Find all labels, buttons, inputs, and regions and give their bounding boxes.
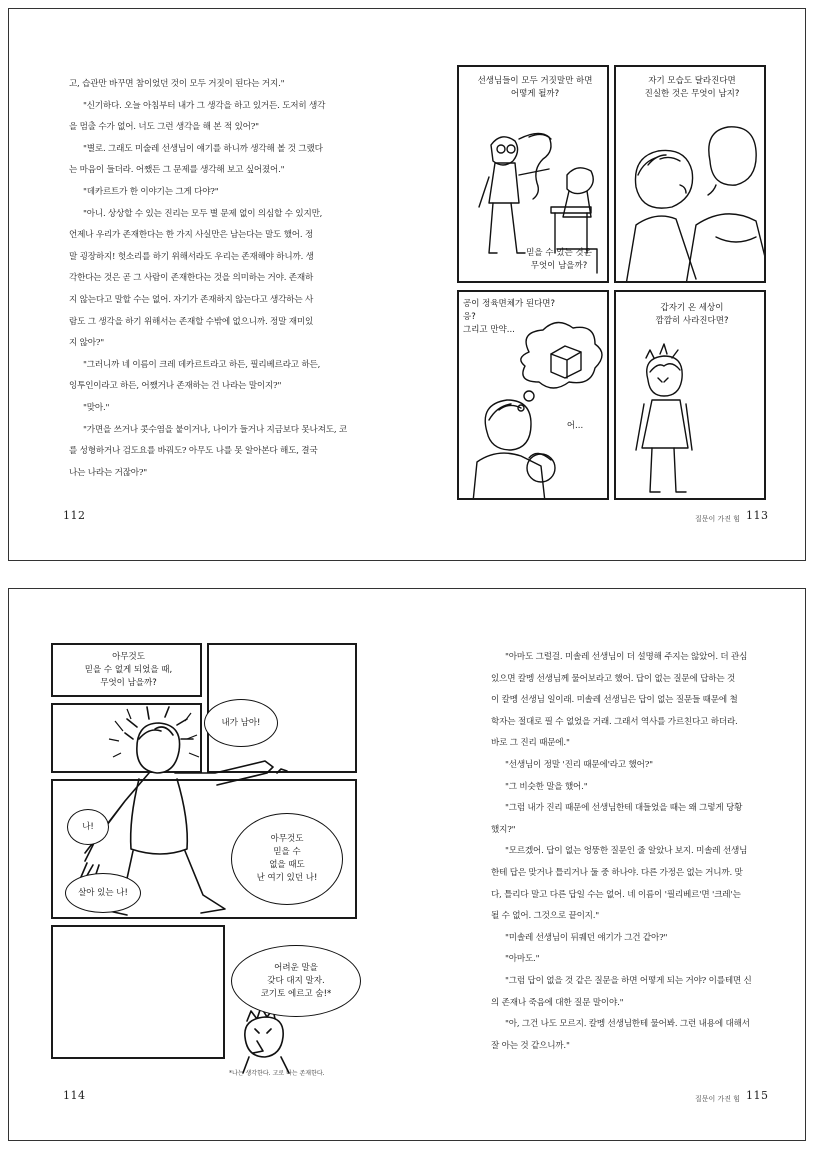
panel-caption: 갑자기 온 세상이 깜깜히 사라진다면? — [655, 303, 729, 326]
running-title: 질문이 가진 힘 — [695, 515, 741, 523]
paragraph-line: 나는 나라는 거잖아?" — [69, 467, 148, 478]
paragraph-line: "별로. 그래도 미술레 선생님이 얘기를 하니까 생각해 볼 것 그랬다 — [83, 143, 323, 154]
page-number: 115 — [746, 1089, 769, 1102]
panel-caption: 아무것도 믿을 수 없게 되었을 때, 무엇이 남을까? — [84, 652, 173, 688]
paragraph-line: 지 않는다고 말할 수는 없어. 자기가 존재하지 않는다고 생각하는 사 — [69, 294, 314, 305]
paragraph-line: 이 칼멩 선생님 일이래. 미솔레 선생님은 답이 없는 질문들 때문에 철 — [491, 695, 738, 706]
ball-and-cube-illustration — [459, 292, 609, 500]
paragraph-line: 의 존재나 죽음에 대한 질문 말이야." — [491, 997, 624, 1008]
paragraph-line: "선생님이 정말 '진리 때문에'라고 했어?" — [505, 759, 653, 770]
paragraph-line: 바로 그 진리 때문에." — [491, 738, 570, 749]
footnote: *나는 생각한다. 고로 나는 존재한다. — [229, 1070, 325, 1077]
paragraph-line: 을 멈출 수가 없어. 너도 그런 생각을 해 본 적 있어?" — [69, 122, 259, 133]
page-number: 114 — [63, 1089, 86, 1102]
paragraph-line: 고, 습관만 바꾸면 참이었던 것이 모두 거짓이 된다는 거지." — [69, 79, 285, 89]
page-number: 113 — [746, 509, 769, 522]
paragraph-line: 잉투인이라고 하든, 어쨌거나 존재하는 건 나라는 말이지?" — [69, 381, 282, 392]
paragraph-line: 람도 그 생각을 하기 위해서는 존재할 수밖에 없으니까. 정말 재미있 — [69, 316, 314, 327]
paragraph-line: "아, 그건 나도 모르지. 칼멩 선생님한테 물어봐. 그런 내용에 대해서 — [505, 1019, 750, 1030]
panel-caption: 자기 모습도 달라진다면 진실한 것은 무엇이 남지? — [644, 76, 740, 99]
paragraph-line: "아마도 그럴걸. 미솔레 선생님이 더 설명해 주지는 않았어. 더 관심 — [505, 652, 748, 662]
paragraph-line: 각한다는 것은 곧 그 사람이 존재한다는 것을 의미하는 거야. 존재하 — [69, 273, 314, 284]
bottom-spread — [8, 588, 806, 1141]
top-spread — [8, 8, 806, 561]
paragraph-line: 한테 답은 맞거나 틀리거나 둘 중 하나야. 다른 가정은 없는 거니까. 맞 — [491, 867, 743, 878]
paragraph-line: 될 수 없어. 그것으로 끝이지." — [491, 911, 600, 922]
panel-caption: 선생님들이 모두 거짓말만 하면 어떻게 될까? — [477, 76, 593, 99]
paragraph-line: 는 마음이 들더라. 어쨌든 그 문제를 생각해 보고 싶어졌어." — [69, 165, 285, 176]
paragraph-line: "아니. 상상할 수 있는 진리는 모두 별 문제 없이 의심할 수 있지만, — [83, 208, 323, 219]
thought-text: 어... — [566, 421, 584, 431]
speech-bubble: 나! — [67, 809, 109, 845]
page-number: 112 — [63, 509, 86, 522]
paragraph-line: 를 성형하거나 검도요를 바꿔도? 아무도 나를 못 알아본다 해도, 결국 — [69, 446, 318, 457]
paragraph-line: "미솔레 선생님이 뒤퀘던 얘기가 그건 같아?" — [505, 932, 668, 943]
paragraph-line: "그럼 내가 진리 때문에 선생님한테 대들었을 때는 왜 그렇게 당황 — [505, 803, 743, 814]
speech-bubble: 아무것도 믿을 수 없을 때도 난 여기 있던 나! — [231, 813, 343, 905]
speech-bubble: 살아 있는 나! — [65, 873, 141, 913]
page-112-body — [69, 74, 369, 484]
running-title: 질문이 가진 힘 — [695, 1095, 741, 1103]
paragraph-line: 언제나 우리가 존재한다는 한 가지 사실만은 남는다는 말도 했어. 정 — [69, 230, 314, 241]
panel-caption: 믿을 수 있는 것은 무엇이 남을까? — [526, 248, 592, 271]
two-faces-illustration — [616, 67, 766, 283]
paragraph-line: "맞아." — [83, 402, 110, 413]
comic-panel — [614, 65, 766, 283]
paragraph-line: "데카르트가 한 이야기는 그게 다야?" — [83, 186, 219, 197]
comic-panel — [457, 290, 609, 500]
paragraph-line: "그 비슷한 말을 했어." — [505, 781, 588, 792]
paragraph-line: 잘 아는 것 같으니까." — [491, 1040, 570, 1051]
paragraph-line: 했지?" — [491, 824, 516, 835]
paragraph-line: "모르겠어. 답이 없는 엉뚱한 질문인 줄 알았나 보지. 미솔레 선생님 — [505, 846, 748, 857]
paragraph-line: "신기하다. 오늘 아침부터 내가 그 생각을 하고 있거든. 도저히 생각 — [83, 100, 326, 111]
paragraph-line: "아마도." — [505, 954, 540, 965]
comic-panel — [457, 65, 609, 283]
paragraph-line: 말 굉장하지! 헛소리를 하기 위해서라도 우리는 존재해야 하니까. 생 — [69, 251, 314, 262]
paragraph-line: 다, 틀리다 말고 다른 답일 수는 없어. 네 이름이 '필리베르'면 '크레'는 — [491, 889, 741, 900]
paragraph-line: 학자는 절대로 필 수 없었을 거래. 그래서 역사를 가르친다고 하더라. — [491, 716, 738, 727]
paragraph-line: "그럼 답이 없을 것 같은 질문을 하면 어떻게 되는 거야? 이를테면 신 — [505, 975, 752, 986]
panel-caption: 공이 정육면체가 된다면? 응? 그리고 만약... — [463, 299, 556, 335]
comic-panel — [614, 290, 766, 500]
boy-standing-illustration — [616, 292, 766, 500]
page-115-body — [491, 647, 759, 1057]
paragraph-line: "가면을 쓰거나 콧수염을 붙이거나, 나이가 들거나 지금보다 못나져도, 코 — [83, 424, 348, 435]
speech-bubble: 내가 남아! — [204, 699, 278, 747]
speech-bubble: 어려운 말을 갖다 대지 말자. 코기토 에르고 숨!* — [231, 945, 361, 1017]
paragraph-line: 지 않아?" — [69, 338, 104, 349]
paragraph-line: "그러니까 네 이름이 크레 데카르트라고 하든, 필리베르라고 하든, — [83, 359, 321, 370]
paragraph-line: 있으면 칼멩 선생님께 물어보라고 했어. 답이 없는 질문에 답하는 것 — [491, 673, 736, 684]
